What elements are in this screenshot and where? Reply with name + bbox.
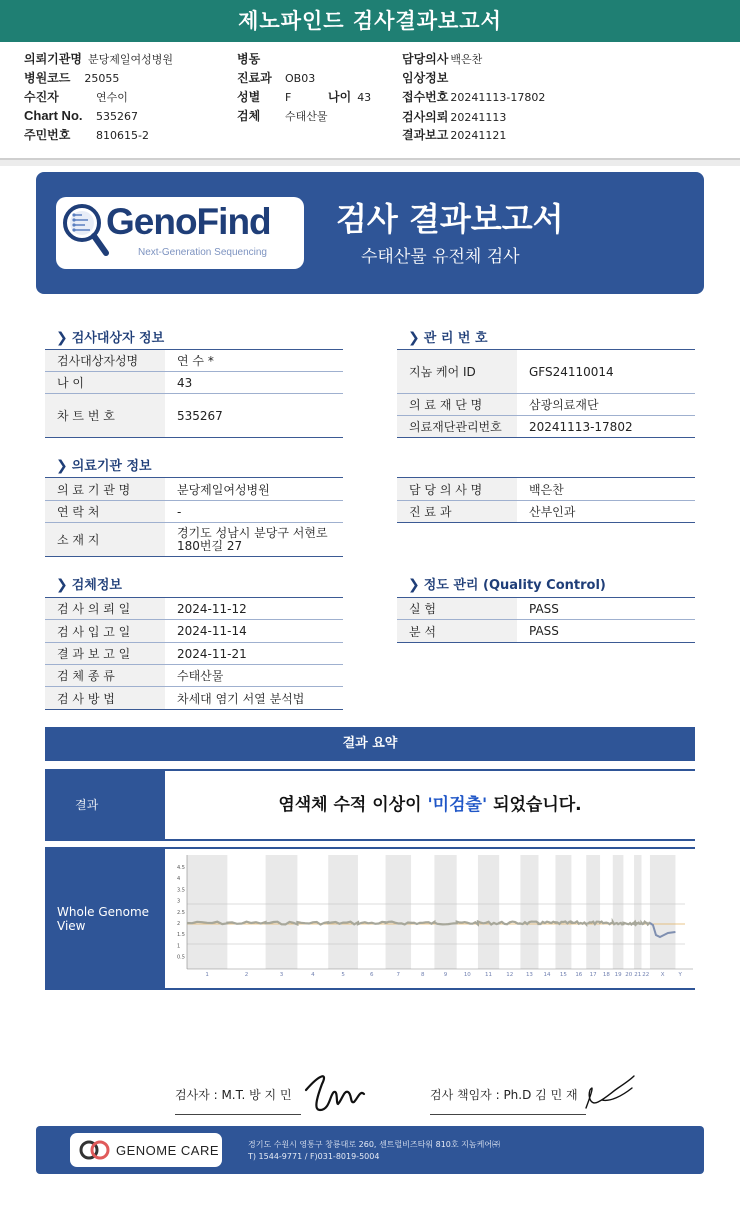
result-row [45, 769, 695, 841]
field-age: 나이 43 [328, 90, 372, 104]
chromosome-label: 5 [341, 972, 345, 978]
footer-address: 경기도 수원시 영통구 창룡대로 260, 센트럴비즈타워 810호 지놈케어㈜ T) 1544-9771 / F)031-8019-5004 [248, 1140, 501, 1161]
chevron-right-icon: ❯ [56, 330, 68, 346]
table-row: 차 트 번 호 535267 [45, 394, 343, 438]
field-department: 진료과 OB03 [237, 71, 316, 85]
chromosome-band [434, 855, 456, 969]
chromosome-label: X [660, 972, 665, 978]
y-tick-label: 2.5 [177, 909, 185, 916]
table-row: 분 석 PASS [397, 620, 695, 643]
chromosome-label: 4 [311, 972, 315, 978]
summary-title-bar: 결과 요약 [45, 727, 695, 761]
report-banner [36, 172, 704, 294]
management-table [397, 349, 695, 438]
field-chart-no: Chart No. 535267 [24, 108, 138, 123]
divider [430, 1114, 586, 1115]
chromosome-label: 11 [485, 972, 493, 978]
field-institution: 의뢰기관명 분당제일여성병원 [24, 52, 173, 66]
whole-genome-label: Whole Genome View [45, 849, 165, 988]
table-row: 의 료 기 관 명 분당제일여성병원 [45, 478, 343, 501]
field-hospital-code: 병원코드 25055 [24, 71, 120, 85]
chromosome-band [187, 855, 227, 969]
table-row: 나 이 43 [45, 372, 343, 394]
chromosome-label: 16 [575, 972, 583, 978]
banner-title: 검사 결과보고서 [336, 200, 564, 238]
y-tick-label: 3.5 [177, 887, 185, 894]
table-row: 검 사 방 법 차세대 염기 서열 분석법 [45, 687, 343, 710]
patient-info-block [0, 42, 740, 160]
whole-genome-plot [165, 849, 695, 988]
section-institution: ❯ 의료기관 정보 [56, 458, 152, 474]
y-tick-label: 0.5 [177, 954, 185, 961]
chromosome-label: 3 [279, 972, 284, 978]
chromosome-band [634, 855, 641, 969]
chromosome-label: 10 [463, 972, 471, 978]
table-row: 연 락 처 - [45, 501, 343, 523]
specimen-table [45, 597, 343, 710]
chromosome-label: 14 [543, 972, 551, 978]
chromosome-band [586, 855, 600, 969]
chromosome-band [478, 855, 499, 969]
chromosome-label: 22 [642, 972, 650, 978]
genofind-logo: GenoFind Next-Generation Sequencing [56, 197, 304, 269]
table-row: 검 사 의 뢰 일 2024-11-12 [45, 598, 343, 620]
chromosome-label: 15 [559, 972, 567, 978]
field-receiver: 수진자 연수이 [24, 90, 128, 104]
section-management: ❯ 관 리 번 호 [408, 330, 488, 346]
chromosome-band [520, 855, 538, 969]
examiner-signature-label: 검사자 : M.T. 방 지 민 [175, 1088, 292, 1102]
chromosome-label: 18 [602, 972, 610, 978]
chromosome-label: 13 [525, 972, 533, 978]
field-doctor: 담당의사 백은찬 [402, 52, 483, 66]
table-row: 검 체 종 류 수태산물 [45, 665, 343, 687]
y-tick-label: 4.5 [177, 865, 185, 871]
chromosome-label: 8 [420, 972, 425, 978]
chromosome-band [386, 855, 411, 969]
subject-table [45, 349, 343, 438]
field-request: 검사의뢰 20241113 [402, 110, 507, 124]
table-row: 실 험 PASS [397, 598, 695, 620]
field-specimen: 검체 수태산물 [237, 109, 328, 123]
y-tick-label: 3 [177, 898, 181, 905]
result-label: 결과 [45, 771, 165, 839]
divider [175, 1114, 301, 1115]
table-row: 진 료 과 산부인과 [397, 501, 695, 523]
y-tick-label: 1.5 [177, 932, 185, 939]
chromosome-band [555, 855, 571, 969]
footer [36, 1126, 704, 1174]
field-resident-no: 주민번호 810615-2 [24, 128, 149, 142]
magnifier-dna-icon [60, 201, 112, 263]
field-sex: 성별 F [237, 90, 292, 104]
chromosome-label: 6 [370, 972, 374, 978]
chromosome-label: 17 [589, 972, 597, 978]
chromosome-label: 1 [205, 972, 209, 978]
table-row: 지놈 케어 ID GFS24110014 [397, 350, 695, 394]
banner-subtitle: 수태산물 유전체 검사 [361, 247, 520, 267]
field-ward: 병동 [237, 52, 261, 66]
result-text: 염색체 수적 이상이 '미검출' 되었습니다. [278, 795, 582, 815]
chromosome-label: 20 [625, 972, 633, 978]
institution-table [45, 477, 343, 557]
qc-table [397, 597, 695, 643]
examiner-signature [300, 1070, 370, 1116]
genome-care-logo: GENOME CARE [70, 1133, 222, 1167]
table-row: 의 료 재 단 명 삼광의료재단 [397, 394, 695, 416]
chevron-right-icon: ❯ [56, 458, 68, 474]
table-row: 검사대상자성명 연 수 * [45, 350, 343, 372]
table-row: 담 당 의 사 명 백은찬 [397, 478, 695, 501]
institution-doctor-table [397, 477, 695, 523]
chromosome-band [266, 855, 298, 969]
chromosome-label: 9 [443, 972, 448, 978]
chevron-right-icon: ❯ [408, 330, 420, 346]
table-row: 소 재 지 경기도 성남시 분당구 서현로 180번길 27 [45, 523, 343, 557]
director-signature-label: 검사 책임자 : Ph.D 김 민 재 [430, 1088, 578, 1102]
chromosome-label: 7 [396, 972, 401, 978]
director-signature [582, 1072, 638, 1114]
chromosome-label: 2 [244, 972, 249, 978]
y-tick-label: 4 [177, 876, 181, 883]
genome-care-mark-icon [78, 1139, 112, 1161]
field-receipt-no: 접수번호 20241113-17802 [402, 90, 546, 104]
chromosome-band [650, 855, 675, 969]
report-header-title: 제노파인드 검사결과보고서 [0, 0, 740, 42]
section-quality-control: ❯ 정도 관리 (Quality Control) [408, 577, 606, 593]
chromosome-label: 12 [506, 972, 514, 978]
field-report: 결과보고 20241121 [402, 128, 507, 142]
table-row: 검 사 입 고 일 2024-11-14 [45, 620, 343, 643]
chromosome-label: 21 [634, 972, 642, 978]
y-tick-label: 1 [177, 943, 181, 950]
chromosome-label: Y [678, 972, 682, 978]
chromosome-band [328, 855, 358, 969]
section-subject: ❯ 검사대상자 정보 [56, 330, 165, 346]
chevron-right-icon: ❯ [56, 577, 68, 593]
whole-genome-row [45, 847, 695, 990]
field-clinical-info: 임상정보 [402, 71, 449, 85]
table-row: 결 과 보 고 일 2024-11-21 [45, 643, 343, 665]
chromosome-band [613, 855, 624, 969]
chevron-right-icon: ❯ [408, 577, 420, 593]
section-specimen: ❯ 검체정보 [56, 577, 122, 593]
chromosome-label: 19 [614, 972, 622, 978]
y-tick-label: 2 [177, 921, 181, 927]
table-row: 의료재단관리번호 20241113-17802 [397, 416, 695, 438]
